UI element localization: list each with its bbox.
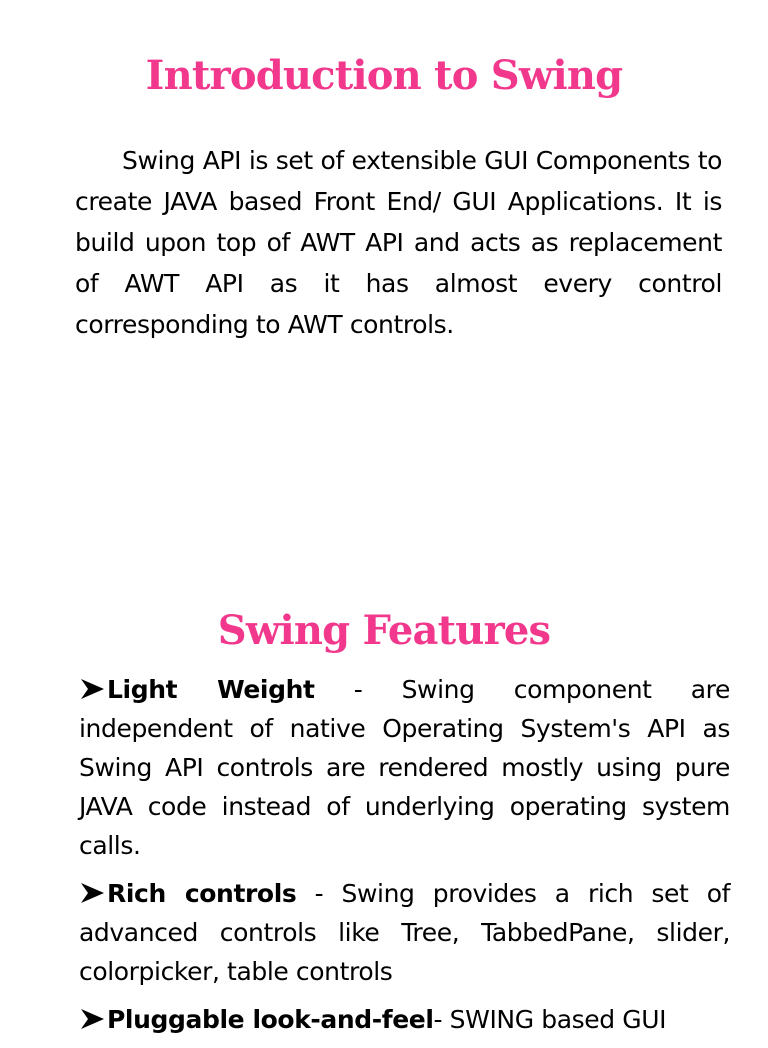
feature-item-pluggable-look-and-feel <box>79 1000 730 1039</box>
feature-name: Light Weight <box>107 675 315 704</box>
intro-title: Introduction to Swing <box>145 52 623 99</box>
arrowhead-bullet-icon <box>79 1008 105 1030</box>
feature-name: Rich controls <box>107 879 297 908</box>
features-list <box>79 670 730 1048</box>
features-title: Swing Features <box>217 607 551 654</box>
feature-name: Pluggable look-and-feel <box>107 1005 434 1034</box>
feature-description: - Swing provides a rich set of advanced controls like Tree, TabbedPane, slider, colorpicker, table controls <box>79 879 731 986</box>
feature-item-rich-controls <box>79 874 730 991</box>
arrowhead-bullet-icon <box>79 882 105 904</box>
feature-description: - Swing component are independent of native Operating System's API as Swing API controls are rendered mostly using pure JAVA code instead of underlying operating system calls. <box>79 675 730 860</box>
intro-paragraph: Swing API is set of extensible GUI Components to create JAVA based Front End/ GUI Applications. It is build upon top of AWT API and acts as replacement of AWT API as it has almost every control corresponding to AWT controls. <box>75 146 722 339</box>
feature-description: - SWING based GUI <box>433 1005 667 1034</box>
arrowhead-bullet-icon <box>79 678 105 700</box>
feature-item-light-weight <box>79 670 730 865</box>
